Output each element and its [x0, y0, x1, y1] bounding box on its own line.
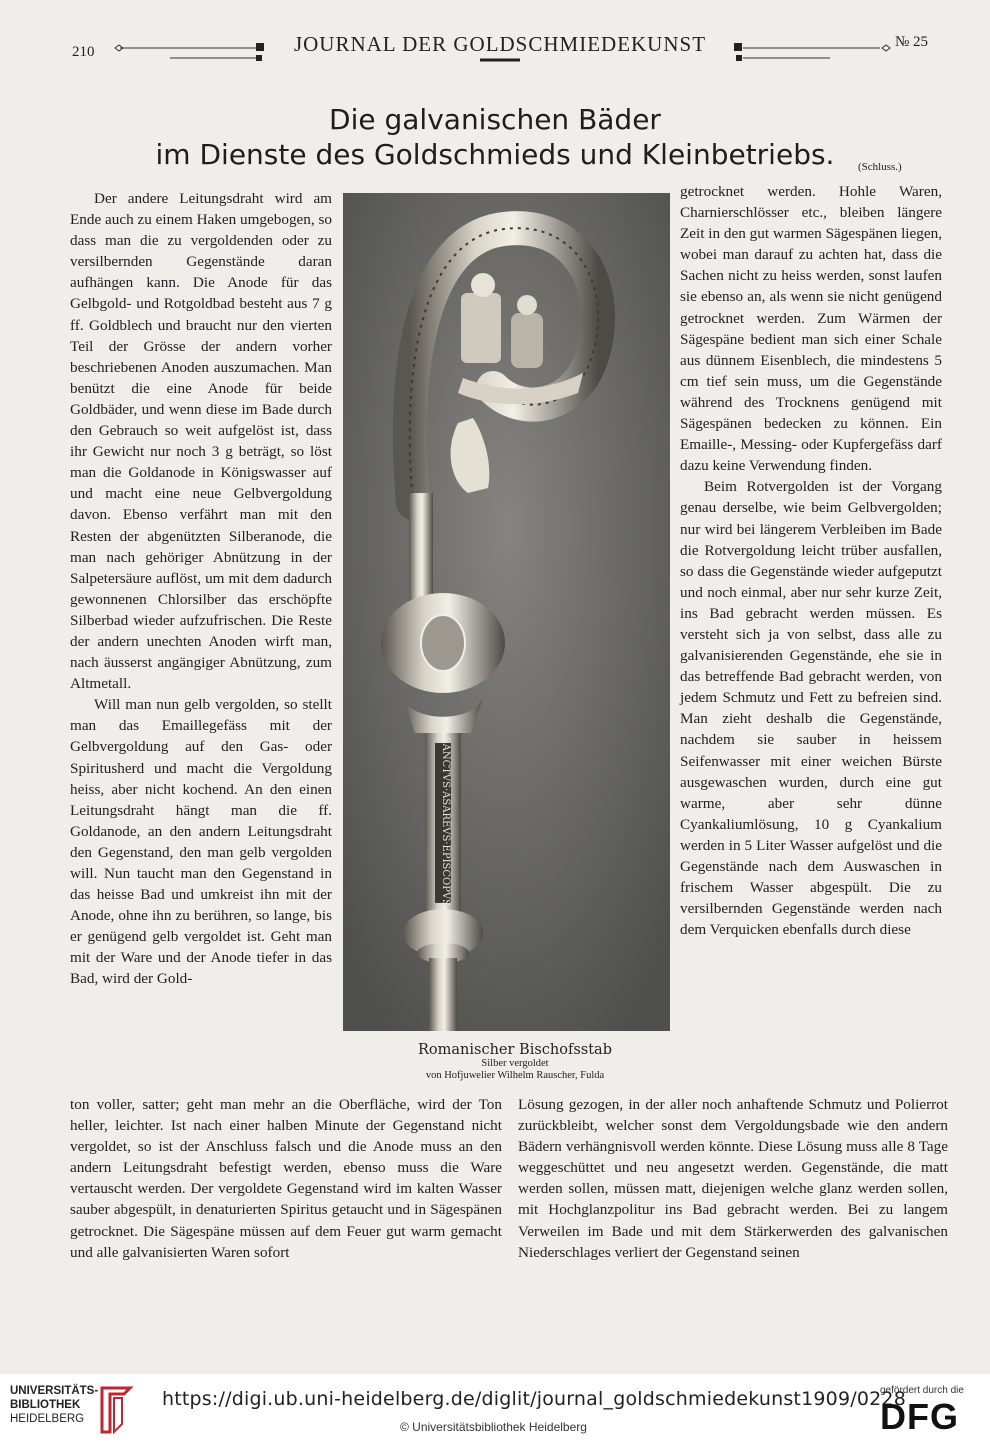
continuation-note: (Schluss.) — [858, 161, 902, 173]
paragraph: Der andere Leitungsdraht wird am Ende auch zu einem Haken umgebogen, so dass man die zu vergoldenden oder zu versilbernden Gegenstände daran aufhängen kann. Die Anode für das Gelbgold- und Rotgoldbad besteht aus 7 g ff. Goldblech und braucht nur den vierten Teil der Grösse der andern vorher beschriebenen Anoden auszumachen. Man benützt die eine Anode für beide Goldbäder, und wenn diese im Bade durch den Gebrauch so weit aufgelöst ist, dass ihr Gewicht nur noch 3 g beträgt, so löst man die Goldanode in Königswasser auf und macht eine neue Gelbvergoldung davon. Ebenso verfährt man mit den Resten der abgenützten Silberanode, die man nach gehöriger Abnützung in der Salpetersäure auflöst, um mit dem dadurch gewonnenen Chlorsilber das erschöpfte Silberbad wieder aufzufrischen. Die Reste der andern unechten Anoden wirft man, nach äusserst angängiger Abnützung, zum Altmetall. — [70, 190, 332, 693]
journal-title: JOURNAL DER GOLDSCHMIEDEKUNST — [293, 32, 707, 56]
page-header — [60, 30, 940, 70]
issue-number: № 25 — [894, 34, 928, 50]
left-column — [70, 188, 332, 990]
figure-caption-title: Romanischer Bischofsstab — [418, 1042, 612, 1058]
page-number: 210 — [72, 44, 95, 60]
paragraph: Lösung gezogen, in der aller noch anhaftende Schmutz und Polierrot zurückbleibt, welcher sonst dem Vergoldungsbade wie den andern Bädern verhängnisvoll werden könnte. Diese Lösung muss alle 8 Tage weggeschüttet und neu angesetzt werden. Gegenstände, die matt werden sollen, müssen matt, diejenigen welche glanz werden sollen, mit Hochglanzpolitur ins Bad gebracht werden. Bei zu langem Verweilen im Bade und mit dem Stärkerwerden des galvanischen Niederschlages verliert der Gegenstand seinen — [518, 1096, 948, 1261]
permalink-url[interactable]: https://digi.ub.uni-heidelberg.de/diglit/journal_goldschmiedekunst1909/0228 — [162, 1388, 906, 1410]
figure-caption-maker: von Hofjuwelier Wilhelm Rauscher, Fulda — [425, 1070, 605, 1081]
bottom-left-text — [70, 1094, 502, 1263]
paragraph: getrocknet werden. Hohle Waren, Charnierschlösser etc., bleiben längere Zeit in den gut warmen Sägespänen liegen, wobei man darauf zu achten hat, dass die Sachen nicht zu heiss werden, sonst laufen sie ebenso an, als wenn sie nicht genügend getrocknet werden. Zum Wärmen der Sägespäne bedient man sich einer Schale aus dünnem Eisenblech, die mindestens 5 cm tief sein muss, um die Gegenstände während des Trocknens genügend mit Sägespänen bedecken zu können. Ein Emaille-, Messing- oder Kupfergefäss darf dazu keine Verwendung finden. — [680, 183, 942, 475]
shaft-inscription: SANCTVS·ASAREVS·EPISCOPVS· — [440, 736, 451, 910]
figure-caption-material: Silber vergoldet — [481, 1058, 549, 1069]
library-mark-icon — [92, 1384, 136, 1436]
library-name-line3: HEIDELBERG — [10, 1413, 85, 1425]
article-title-line1: Die galvanischen Bäder — [329, 103, 661, 136]
right-column — [680, 181, 942, 940]
paragraph: Will man nun gelb vergolden, so stellt man das Emaillegefäss mit der Gelbvergoldung auf den Gas- oder Spiritusherd und macht die Vergoldung heiss, aber nicht kochend. An den einen Leitungsdraht hängt man die ff. Goldanode, an den andern Leitungsdraht den Gegenstand, den man gelb vergolden will. Nun taucht man den Gegenstand in das heisse Bad und umkreist ihn mit der Anode, ohne ihn zu berühren, so lange, bis er genügend gelb vergoldet ist. Geht man mit der Ware und der Anode tiefer in das Bad, wird der Gold- — [70, 696, 332, 988]
article-title-line2: im Dienste des Goldschmieds und Kleinbetriebs. — [155, 138, 835, 171]
library-name-line1: UNIVERSITÄTS- — [10, 1385, 99, 1397]
dfg-logo[interactable]: DFG — [880, 1396, 959, 1437]
funding-note: gefördert durch die — [880, 1385, 964, 1396]
bottom-right-text — [518, 1094, 948, 1263]
library-name-line2: BIBLIOTHEK — [10, 1399, 81, 1411]
paragraph: ton voller, satter; geht man mehr an die Oberfläche, wird der Ton heller, leichter. Ist nach einer halben Minute der Gegenstand nicht vergoldet, so ist der Anschluss falsch und die Anode muss an den andern Leitungsdraht befestigt werden, ebenso muss die Ware vertauscht werden. Der vergoldete Gegenstand wird im kalten Wasser sauber abgespült, in denaturierten Spiritus getaucht und in Sägespänen getrocknet. Die Sägespäne müssen auf dem Feuer gut warm gemacht und alle galvanisierten Waren sofort — [70, 1096, 502, 1261]
copyright-notice: © Universitätsbibliothek Heidelberg — [400, 1420, 587, 1434]
crozier-photograph — [343, 193, 670, 1031]
paragraph: Beim Rotvergolden ist der Vorgang genau derselbe, wie beim Gelbvergolden; nur wird bei längerem Verbleiben im Bade die Rotvergoldung leicht trüber ausfallen, so dass die Gegenstände wieder aufgeputzt und noch einmal, aber nur sehr kurze Zeit, ins Bad gebracht werden müssen. Es versteht sich ja von selbst, dass alle zu galvanisierenden Gegenstände, ehe sie in das betreffende Bad gebracht werden, von jedem Schmutz und Fett zu befreien sind. Man zieht deshalb die Gegenstände, nachdem sie sauber in heissem Seifenwasser mit einer weichen Bürste ausgewaschen wurden, durch eine gut warme, aber sehr dünne Cyankaliumlösung, 10 g Cyankalium werden in 5 Liter Wasser aufgelöst und die Gegenstände nach dem Auswaschen in frischem Wasser abgespült. Die zu versilbernden Gegenstände werden nach dem Verquicken ebenfalls durch diese — [680, 478, 942, 939]
